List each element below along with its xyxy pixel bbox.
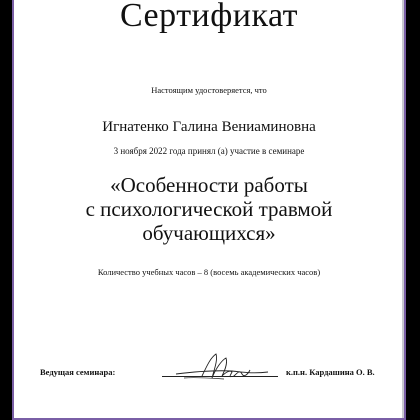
participation-text: 3 ноября 2022 года принял (а) участие в семинаре	[113, 146, 305, 156]
certificate-title: Сертификат	[119, 0, 299, 34]
seminar-title-line: с психологической травмой	[85, 197, 333, 221]
page-edge	[402, 0, 404, 420]
hours-text: Количество учебных часов – 8 (восемь академических часов)	[97, 267, 321, 277]
certificate-sheet	[12, 0, 406, 420]
host-label: Ведущая семинара:	[40, 367, 116, 377]
seminar-title	[34, 173, 384, 245]
handwritten-signature	[172, 350, 272, 384]
intro-text: Настоящим удостоверяется, что	[151, 85, 267, 95]
host-name: к.п.н. Кардашина О. В.	[286, 367, 375, 377]
seminar-title-line: обучающихся»	[142, 221, 276, 245]
seminar-title-line: «Особенности работы	[110, 173, 308, 197]
recipient-name: Игнатенко Галина Вениаминовна	[102, 119, 316, 135]
